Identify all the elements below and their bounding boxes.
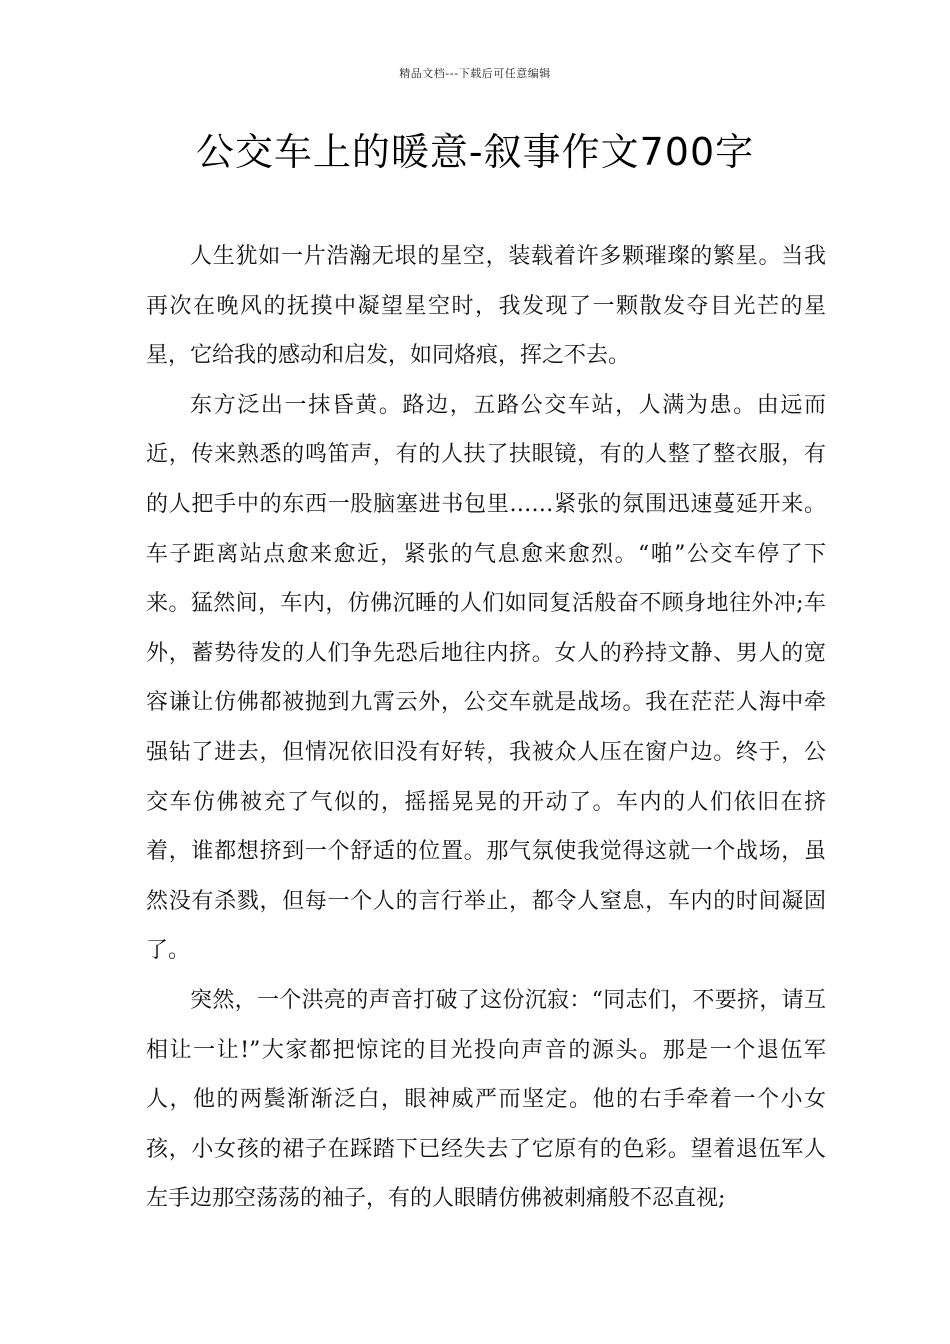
paragraph-1: 人生犹如一片浩瀚无垠的星空，装载着许多颗璀璨的繁星。当我再次在晚风的抚摸中凝望星空时，我发现了一颗散发夺目光芒的星星，它给我的感动和启发，如同烙痕，挥之不去。 [146,244,826,369]
paragraph-3: 突然，一个洪亮的声音打破了这份沉寂：“同志们，不要挤，请互相让一让!”大家都把惊诧的目光投向声音的源头。那是一个退伍军人，他的两鬓渐渐泛白，眼神威严而坚定。他的右手牵着一个小女孩，小女孩的裙子在踩踏下已经失去了它原有的色彩。望着退伍军人左手边那空荡荡的袖子，有的人眼睛仿佛被刺痛般不忍直视; [146,987,826,1212]
document-body [146,232,826,1224]
header-note: 精品文档---下载后可任意编辑 [399,67,551,80]
document-title: 公交车上的暖意-叙事作文700字 [195,130,755,174]
paragraph-2: 东方泛出一抹昏黄。路边，五路公交车站，人满为患。由远而近，传来熟悉的鸣笛声，有的人扶了扶眼镜，有的人整了整衣服，有的人把手中的东西一股脑塞进书包里……紧张的氛围迅速蔓延开来。车子距离站点愈来愈近，紧张的气息愈来愈烈。“啪”公交车停了下来。猛然间，车内，仿佛沉睡的人们如同复活般奋不顾身地往外冲;车外，蓄势待发的人们争先恐后地往内挤。女人的矜持文静、男人的宽容谦让仿佛都被抛到九霄云外，公交车就是战场。我在茫茫人海中牵强钻了进去，但情况依旧没有好转，我被众人压在窗户边。终于，公交车仿佛被充了气似的，摇摇晃晃的开动了。车内的人们依旧在挤着，谁都想挤到一个舒适的位置。那气氛使我觉得这就一个战场，虽然没有杀戮，但每一个人的言行举止，都令人窒息，车内的时间凝固了。 [146,392,826,964]
